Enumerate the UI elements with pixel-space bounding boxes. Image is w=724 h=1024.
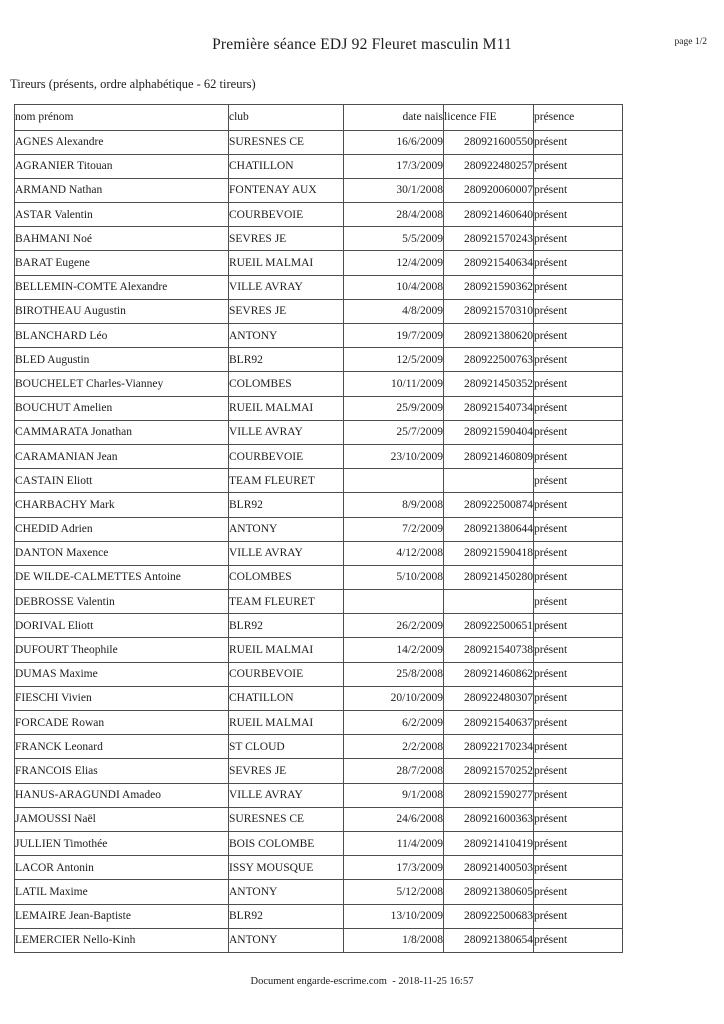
cell-nom-prenom: BARAT Eugene: [15, 251, 229, 275]
footer-text: Document engarde-escrime.com - 2018-11-25 16:57: [250, 976, 474, 987]
cell-date-nais: 17/3/2009: [344, 154, 444, 178]
cell-date-nais: 20/10/2009: [344, 686, 444, 710]
cell-licence: 280921450352: [444, 372, 534, 396]
cell-club: BLR92: [229, 493, 344, 517]
cell-presence: présent: [534, 928, 623, 952]
cell-nom-prenom: JULLIEN Timothée: [15, 831, 229, 855]
cell-presence: présent: [534, 227, 623, 251]
table-row: [15, 831, 623, 855]
cell-club: ISSY MOUSQUE: [229, 856, 344, 880]
cell-presence: présent: [534, 299, 623, 323]
cell-club: VILLE AVRAY: [229, 420, 344, 444]
col-header-nom-prenom: nom prénom: [15, 105, 229, 131]
table-row: [15, 203, 623, 227]
cell-licence: 280921380654: [444, 928, 534, 952]
cell-date-nais: 4/8/2009: [344, 299, 444, 323]
cell-presence: présent: [534, 831, 623, 855]
cell-presence: présent: [534, 130, 623, 154]
cell-club: ANTONY: [229, 324, 344, 348]
cell-licence: 280921590362: [444, 275, 534, 299]
cell-club: TEAM FLEURET: [229, 590, 344, 614]
cell-licence: 280921540734: [444, 396, 534, 420]
cell-presence: présent: [534, 686, 623, 710]
table-row: [15, 178, 623, 202]
cell-club: BOIS COLOMBE: [229, 831, 344, 855]
col-header-club: club: [229, 105, 344, 131]
cell-licence: 280921590418: [444, 541, 534, 565]
cell-club: ST CLOUD: [229, 735, 344, 759]
table-row: [15, 928, 623, 952]
col-header-date-nais: date nais: [344, 105, 444, 131]
cell-licence: 280921540634: [444, 251, 534, 275]
cell-licence: 280921590277: [444, 783, 534, 807]
table-row: [15, 541, 623, 565]
table-header-row: [15, 105, 623, 131]
cell-presence: présent: [534, 735, 623, 759]
cell-nom-prenom: DUMAS Maxime: [15, 662, 229, 686]
table-row: [15, 614, 623, 638]
table-row: [15, 396, 623, 420]
cell-licence: 280920060007: [444, 178, 534, 202]
page-number-indicator: page 1/2: [674, 37, 707, 47]
cell-licence: 280922500763: [444, 348, 534, 372]
cell-presence: présent: [534, 178, 623, 202]
cell-club: VILLE AVRAY: [229, 541, 344, 565]
cell-nom-prenom: BOUCHUT Amelien: [15, 396, 229, 420]
table-row: [15, 227, 623, 251]
cell-nom-prenom: ASTAR Valentin: [15, 203, 229, 227]
table-row: [15, 348, 623, 372]
table-row: [15, 711, 623, 735]
cell-presence: présent: [534, 614, 623, 638]
cell-club: BLR92: [229, 904, 344, 928]
cell-date-nais: 14/2/2009: [344, 638, 444, 662]
cell-club: ANTONY: [229, 517, 344, 541]
cell-club: COLOMBES: [229, 565, 344, 589]
cell-presence: présent: [534, 541, 623, 565]
cell-presence: présent: [534, 469, 623, 493]
cell-licence: 280921380620: [444, 324, 534, 348]
cell-club: SURESNES CE: [229, 807, 344, 831]
cell-licence: [444, 590, 534, 614]
cell-licence: 280921460640: [444, 203, 534, 227]
table-row: [15, 299, 623, 323]
cell-nom-prenom: JAMOUSSI Naël: [15, 807, 229, 831]
table-row: [15, 324, 623, 348]
cell-presence: présent: [534, 759, 623, 783]
cell-presence: présent: [534, 251, 623, 275]
cell-date-nais: 28/4/2008: [344, 203, 444, 227]
cell-licence: 280922500683: [444, 904, 534, 928]
cell-licence: 280921540637: [444, 711, 534, 735]
cell-club: TEAM FLEURET: [229, 469, 344, 493]
cell-licence: 280921400503: [444, 856, 534, 880]
cell-club: SURESNES CE: [229, 130, 344, 154]
cell-date-nais: [344, 469, 444, 493]
cell-date-nais: 10/11/2009: [344, 372, 444, 396]
cell-presence: présent: [534, 711, 623, 735]
table-row: [15, 420, 623, 444]
table-row: [15, 807, 623, 831]
cell-date-nais: 8/9/2008: [344, 493, 444, 517]
table-row: [15, 759, 623, 783]
cell-licence: 280921380644: [444, 517, 534, 541]
cell-date-nais: 4/12/2008: [344, 541, 444, 565]
cell-presence: présent: [534, 203, 623, 227]
cell-licence: 280921600363: [444, 807, 534, 831]
cell-presence: présent: [534, 396, 623, 420]
cell-licence: 280921600550: [444, 130, 534, 154]
cell-nom-prenom: BAHMANI Noé: [15, 227, 229, 251]
cell-presence: présent: [534, 493, 623, 517]
tireurs-subtitle: Tireurs (présents, ordre alphabétique - 62 tireurs): [10, 77, 256, 91]
table-row: [15, 686, 623, 710]
tireurs-table: [14, 104, 623, 953]
cell-club: CHATILLON: [229, 154, 344, 178]
cell-club: ANTONY: [229, 880, 344, 904]
cell-presence: présent: [534, 517, 623, 541]
cell-date-nais: 25/7/2009: [344, 420, 444, 444]
cell-presence: présent: [534, 275, 623, 299]
cell-date-nais: 9/1/2008: [344, 783, 444, 807]
cell-nom-prenom: DANTON Maxence: [15, 541, 229, 565]
cell-licence: 280921450280: [444, 565, 534, 589]
cell-nom-prenom: CHARBACHY Mark: [15, 493, 229, 517]
cell-nom-prenom: FIESCHI Vivien: [15, 686, 229, 710]
cell-presence: présent: [534, 420, 623, 444]
cell-club: RUEIL MALMAI: [229, 396, 344, 420]
cell-licence: 280922480307: [444, 686, 534, 710]
cell-nom-prenom: BELLEMIN-COMTE Alexandre: [15, 275, 229, 299]
table-row: [15, 590, 623, 614]
cell-club: BLR92: [229, 614, 344, 638]
cell-presence: présent: [534, 783, 623, 807]
cell-presence: présent: [534, 590, 623, 614]
cell-date-nais: 2/2/2008: [344, 735, 444, 759]
cell-club: RUEIL MALMAI: [229, 711, 344, 735]
cell-date-nais: 25/8/2008: [344, 662, 444, 686]
page-title: Première séance EDJ 92 Fleuret masculin M11: [212, 36, 512, 53]
cell-licence: 280921540738: [444, 638, 534, 662]
cell-licence: 280921570252: [444, 759, 534, 783]
cell-club: SEVRES JE: [229, 759, 344, 783]
cell-nom-prenom: FRANCK Leonard: [15, 735, 229, 759]
cell-date-nais: 12/5/2009: [344, 348, 444, 372]
table-row: [15, 275, 623, 299]
cell-date-nais: 6/2/2009: [344, 711, 444, 735]
cell-nom-prenom: CARAMANIAN Jean: [15, 444, 229, 468]
table-row: [15, 904, 623, 928]
cell-club: FONTENAY AUX: [229, 178, 344, 202]
cell-nom-prenom: AGNES Alexandre: [15, 130, 229, 154]
cell-club: SEVRES JE: [229, 227, 344, 251]
cell-date-nais: 19/7/2009: [344, 324, 444, 348]
cell-date-nais: 1/8/2008: [344, 928, 444, 952]
cell-nom-prenom: HANUS-ARAGUNDI Amadeo: [15, 783, 229, 807]
cell-date-nais: 25/9/2009: [344, 396, 444, 420]
cell-club: COLOMBES: [229, 372, 344, 396]
cell-nom-prenom: ARMAND Nathan: [15, 178, 229, 202]
cell-nom-prenom: CASTAIN Eliott: [15, 469, 229, 493]
cell-licence: 280921380605: [444, 880, 534, 904]
cell-date-nais: 23/10/2009: [344, 444, 444, 468]
cell-presence: présent: [534, 348, 623, 372]
cell-club: COURBEVOIE: [229, 662, 344, 686]
cell-date-nais: 13/10/2009: [344, 904, 444, 928]
table-row: [15, 154, 623, 178]
cell-presence: présent: [534, 565, 623, 589]
cell-nom-prenom: CAMMARATA Jonathan: [15, 420, 229, 444]
cell-date-nais: [344, 590, 444, 614]
cell-presence: présent: [534, 154, 623, 178]
cell-presence: présent: [534, 807, 623, 831]
cell-date-nais: 17/3/2009: [344, 856, 444, 880]
cell-presence: présent: [534, 880, 623, 904]
cell-licence: 280922480257: [444, 154, 534, 178]
cell-licence: 280921570243: [444, 227, 534, 251]
table-body: [15, 130, 623, 952]
cell-club: VILLE AVRAY: [229, 783, 344, 807]
cell-nom-prenom: LATIL Maxime: [15, 880, 229, 904]
cell-licence: 280922170234: [444, 735, 534, 759]
table-row: [15, 735, 623, 759]
cell-presence: présent: [534, 444, 623, 468]
cell-licence: 280922500651: [444, 614, 534, 638]
cell-club: VILLE AVRAY: [229, 275, 344, 299]
table-row: [15, 783, 623, 807]
cell-licence: 280921410419: [444, 831, 534, 855]
cell-date-nais: 10/4/2008: [344, 275, 444, 299]
cell-nom-prenom: BLED Augustin: [15, 348, 229, 372]
cell-nom-prenom: CHEDID Adrien: [15, 517, 229, 541]
table-row: [15, 565, 623, 589]
cell-date-nais: 12/4/2009: [344, 251, 444, 275]
table-row: [15, 517, 623, 541]
cell-presence: présent: [534, 904, 623, 928]
table-row: [15, 251, 623, 275]
cell-nom-prenom: BOUCHELET Charles-Vianney: [15, 372, 229, 396]
cell-date-nais: 11/4/2009: [344, 831, 444, 855]
table-row: [15, 444, 623, 468]
cell-club: RUEIL MALMAI: [229, 251, 344, 275]
cell-nom-prenom: FRANCOIS Elias: [15, 759, 229, 783]
cell-licence: 280921460809: [444, 444, 534, 468]
cell-licence: 280921590404: [444, 420, 534, 444]
cell-presence: présent: [534, 662, 623, 686]
table-row: [15, 130, 623, 154]
table-row: [15, 372, 623, 396]
table-header: [15, 105, 623, 131]
table-row: [15, 856, 623, 880]
cell-date-nais: 28/7/2008: [344, 759, 444, 783]
cell-nom-prenom: DORIVAL Eliott: [15, 614, 229, 638]
cell-date-nais: 5/10/2008: [344, 565, 444, 589]
cell-date-nais: 24/6/2008: [344, 807, 444, 831]
cell-presence: présent: [534, 324, 623, 348]
cell-licence: 280921570310: [444, 299, 534, 323]
cell-presence: présent: [534, 856, 623, 880]
cell-date-nais: 5/12/2008: [344, 880, 444, 904]
cell-date-nais: 5/5/2009: [344, 227, 444, 251]
cell-licence: [444, 469, 534, 493]
cell-licence: 280921460862: [444, 662, 534, 686]
table-row: [15, 469, 623, 493]
cell-date-nais: 16/6/2009: [344, 130, 444, 154]
cell-club: CHATILLON: [229, 686, 344, 710]
cell-nom-prenom: LACOR Antonin: [15, 856, 229, 880]
cell-nom-prenom: BIROTHEAU Augustin: [15, 299, 229, 323]
cell-date-nais: 26/2/2009: [344, 614, 444, 638]
table-row: [15, 662, 623, 686]
cell-nom-prenom: FORCADE Rowan: [15, 711, 229, 735]
col-header-presence: présence: [534, 105, 623, 131]
cell-club: BLR92: [229, 348, 344, 372]
cell-club: COURBEVOIE: [229, 203, 344, 227]
cell-date-nais: 7/2/2009: [344, 517, 444, 541]
table-row: [15, 880, 623, 904]
cell-date-nais: 30/1/2008: [344, 178, 444, 202]
cell-presence: présent: [534, 372, 623, 396]
table-row: [15, 493, 623, 517]
table-row: [15, 638, 623, 662]
cell-nom-prenom: LEMAIRE Jean-Baptiste: [15, 904, 229, 928]
cell-nom-prenom: LEMERCIER Nello-Kinh: [15, 928, 229, 952]
cell-licence: 280922500874: [444, 493, 534, 517]
cell-club: SEVRES JE: [229, 299, 344, 323]
cell-nom-prenom: DUFOURT Theophile: [15, 638, 229, 662]
cell-club: ANTONY: [229, 928, 344, 952]
cell-nom-prenom: AGRANIER Titouan: [15, 154, 229, 178]
cell-nom-prenom: DEBROSSE Valentin: [15, 590, 229, 614]
cell-nom-prenom: DE WILDE-CALMETTES Antoine: [15, 565, 229, 589]
cell-nom-prenom: BLANCHARD Léo: [15, 324, 229, 348]
cell-presence: présent: [534, 638, 623, 662]
col-header-licence-fie: licence FIE: [444, 105, 534, 131]
cell-club: RUEIL MALMAI: [229, 638, 344, 662]
cell-club: COURBEVOIE: [229, 444, 344, 468]
